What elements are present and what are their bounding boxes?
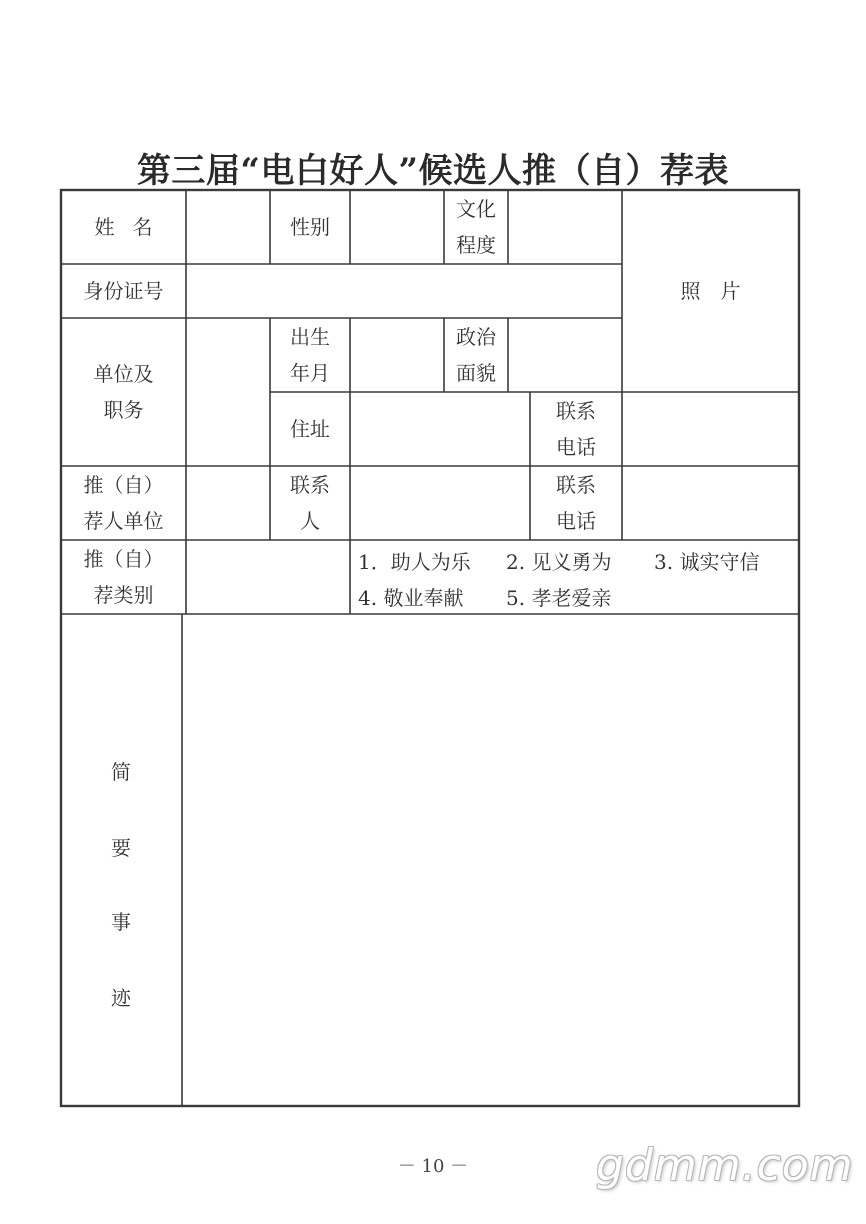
- contact-person-label: [270, 466, 350, 540]
- category-label-line2: 荐类别: [93, 583, 154, 607]
- contact-phone-label: [530, 392, 622, 466]
- contact-phone-label-line1: 联系: [556, 399, 596, 423]
- category-option-3: 3. 诚实守信: [654, 550, 760, 574]
- deeds-label-char-4: 迹: [111, 986, 131, 1010]
- contact-person-label-line2: 人: [300, 509, 320, 533]
- political-status-label: [444, 318, 508, 392]
- form-title: 第三届“电白好人”候选人推（自）荐表: [136, 151, 730, 191]
- category-option-1: 1．助人为乐: [358, 550, 471, 574]
- education-label: [444, 190, 508, 264]
- category-options: [358, 544, 798, 616]
- unit-position-label-line2: 职务: [103, 398, 144, 422]
- recommender-unit-label-line1: 推（自）: [83, 473, 164, 497]
- education-label-line2: 程度: [456, 233, 496, 257]
- contact-person-label-line1: 联系: [290, 473, 330, 497]
- category-label: [61, 540, 186, 614]
- deeds-label-char-3: 事: [111, 910, 131, 934]
- recommender-unit-label-line2: 荐人单位: [83, 509, 164, 533]
- address-label: 住址: [290, 417, 330, 441]
- recommender-phone-label: [530, 466, 622, 540]
- category-option-5: 5. 孝老爱亲: [506, 586, 612, 610]
- category-options-row1: [358, 544, 798, 580]
- category-option-4: 4. 敬业奉献: [358, 586, 464, 610]
- site-watermark: gdmm.com: [596, 1140, 854, 1191]
- recommender-phone-label-line1: 联系: [556, 473, 596, 497]
- education-label-line1: 文化: [456, 197, 496, 221]
- birth-date-label: [270, 318, 350, 392]
- political-status-label-line1: 政治: [456, 325, 496, 349]
- deeds-label-char-1: 简: [111, 760, 131, 784]
- category-options-row2: [358, 580, 798, 616]
- unit-position-label-line1: 单位及: [93, 362, 154, 386]
- contact-phone-label-line2: 电话: [556, 435, 596, 459]
- id-number-label: 身份证号: [83, 279, 164, 303]
- gender-label: 性别: [290, 215, 330, 239]
- recommender-phone-label-line2: 电话: [556, 509, 596, 533]
- category-option-2: 2. 见义勇为: [506, 550, 612, 574]
- unit-position-label: [61, 318, 186, 466]
- birth-date-label-line2: 年月: [290, 361, 330, 385]
- name-label: 姓名: [94, 215, 171, 239]
- recommender-unit-label: [61, 466, 186, 540]
- political-status-label-line2: 面貌: [456, 361, 496, 385]
- birth-date-label-line1: 出生: [290, 325, 330, 349]
- deeds-label-char-2: 要: [111, 836, 131, 860]
- photo-label: 照片: [680, 279, 761, 303]
- page-number: － 10 －: [397, 1156, 469, 1177]
- category-label-line1: 推（自）: [83, 547, 164, 571]
